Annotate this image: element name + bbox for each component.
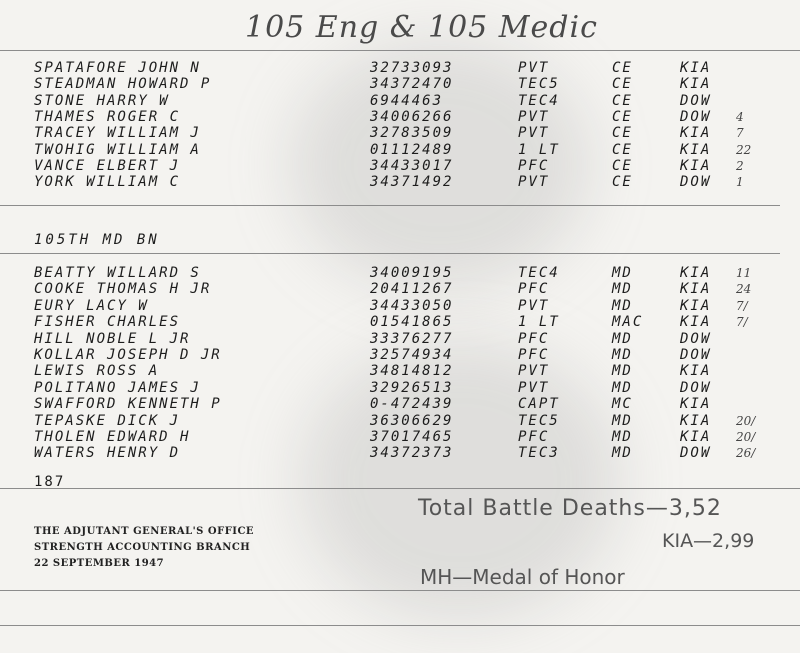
- roster-unit: CE: [612, 76, 633, 93]
- roster-note: 22: [736, 142, 752, 157]
- office-line-3: 22 SEPTEMBER 1947: [34, 558, 165, 569]
- roster-serial: 33376277: [370, 330, 454, 347]
- roster-name: TEPASKE DICK J: [34, 412, 181, 429]
- roster-status: KIA: [680, 363, 712, 380]
- roster-rank: PVT: [518, 174, 550, 191]
- roster-serial: 36306629: [370, 412, 454, 429]
- roster-rank: PVT: [518, 297, 550, 314]
- roster-rank: PFC: [518, 281, 550, 298]
- roster-row: [0, 447, 800, 460]
- ruled-line: [0, 590, 800, 591]
- medal-of-honor-note: MH—Medal of Honor: [420, 565, 625, 589]
- roster-serial: 34371492: [370, 174, 454, 191]
- roster-unit: MAC: [612, 314, 644, 331]
- roster-serial: 34372470: [370, 76, 454, 93]
- roster-status: KIA: [680, 60, 712, 76]
- roster-note: 7/: [736, 298, 748, 313]
- kia-total: KIA—2,99: [662, 530, 755, 552]
- roster-name: LEWIS ROSS A: [34, 363, 160, 380]
- roster-rank: TEC4: [518, 265, 560, 281]
- roster-rank: PVT: [518, 363, 550, 380]
- roster-rank: PFC: [518, 429, 550, 445]
- roster-note: 4: [736, 109, 744, 124]
- roster-status: KIA: [680, 297, 712, 314]
- roster-name: COOKE THOMAS H JR: [34, 281, 212, 298]
- roster-row: [0, 127, 800, 140]
- roster-name: KOLLAR JOSEPH D JR: [34, 347, 222, 363]
- roster-serial: 32926513: [370, 379, 454, 396]
- roster-status: DOW: [680, 330, 712, 347]
- roster-note: 24: [736, 282, 752, 297]
- roster-note: 7/: [736, 315, 748, 330]
- roster-note: 7: [736, 126, 744, 141]
- roster-unit: MD: [612, 445, 633, 462]
- roster-status: KIA: [680, 265, 712, 281]
- roster-rank: TEC3: [518, 445, 560, 462]
- ruled-line: [0, 625, 800, 626]
- roster-status: DOW: [680, 347, 712, 363]
- roster-name: HILL NOBLE L JR: [34, 330, 191, 347]
- roster-name: VANCE ELBERT J: [34, 157, 181, 174]
- roster-unit: CE: [612, 125, 633, 142]
- roster-status: KIA: [680, 314, 712, 331]
- roster-name: POLITANO JAMES J: [34, 379, 201, 396]
- roster-unit: MD: [612, 281, 633, 298]
- roster-rank: PVT: [518, 108, 550, 125]
- section-heading-md-bn: 105TH MD BN: [34, 232, 160, 248]
- roster-unit: MD: [612, 297, 633, 314]
- roster-row: [0, 176, 800, 189]
- roster-row: [0, 141, 800, 158]
- handwritten-title: 105 Eng & 105 Medic: [245, 10, 598, 45]
- roster-status: KIA: [680, 76, 712, 93]
- roster-name: EURY LACY W: [34, 297, 149, 314]
- page-count: 187: [34, 474, 66, 490]
- office-line-1: THE ADJUTANT GENERAL'S OFFICE: [34, 526, 255, 537]
- ruled-line: [0, 50, 800, 51]
- roster-serial: 0-472439: [370, 396, 454, 413]
- ruled-line: [0, 205, 780, 206]
- roster-unit: CE: [612, 157, 633, 174]
- roster-rank: PVT: [518, 125, 550, 142]
- roster-status: KIA: [680, 157, 712, 174]
- ruled-line: [0, 488, 800, 489]
- roster-row: [0, 108, 800, 125]
- roster-serial: 32733093: [370, 60, 454, 76]
- roster-status: DOW: [680, 445, 712, 462]
- roster-status: KIA: [680, 141, 712, 158]
- roster-serial: 34006266: [370, 108, 454, 125]
- roster-note: 26/: [736, 446, 756, 461]
- roster-status: KIA: [680, 429, 712, 445]
- roster-row: [0, 412, 800, 429]
- roster-name: SPATAFORE JOHN N: [34, 60, 201, 76]
- total-battle-deaths: Total Battle Deaths—3,52: [418, 496, 722, 521]
- roster-serial: 20411267: [370, 281, 454, 298]
- roster-unit: MD: [612, 265, 633, 281]
- roster-row: [0, 349, 800, 362]
- roster-serial: 32574934: [370, 347, 454, 363]
- roster-unit: CE: [612, 60, 633, 76]
- roster-name: YORK WILLIAM C: [34, 174, 181, 191]
- roster-unit: MD: [612, 363, 633, 380]
- roster-unit: MD: [612, 412, 633, 429]
- roster-row: [0, 283, 800, 296]
- roster-serial: 34372373: [370, 445, 454, 462]
- roster-row: [0, 365, 800, 378]
- roster-note: 2: [736, 158, 744, 173]
- roster-unit: CE: [612, 174, 633, 191]
- roster-row: [0, 316, 800, 329]
- office-line-2: STRENGTH ACCOUNTING BRANCH: [34, 542, 251, 553]
- roster-row: [0, 297, 800, 314]
- roster-name: TRACEY WILLIAM J: [34, 125, 201, 142]
- roster-rank: CAPT: [518, 396, 560, 413]
- roster-note: 1: [736, 175, 744, 190]
- roster-name: FISHER CHARLES: [34, 314, 181, 331]
- roster-serial: 32783509: [370, 125, 454, 142]
- roster-name: SWAFFORD KENNETH P: [34, 396, 222, 413]
- roster-note: 11: [736, 266, 752, 280]
- roster-row: [0, 431, 800, 444]
- roster-rank: 1 LT: [518, 314, 560, 331]
- roster-rank: TEC5: [518, 76, 560, 93]
- roster-unit: CE: [612, 141, 633, 158]
- roster-rank: TEC4: [518, 92, 560, 109]
- roster-unit: MD: [612, 347, 633, 363]
- roster-unit: CE: [612, 92, 633, 109]
- roster-serial: 34433050: [370, 297, 454, 314]
- roster-unit: MD: [612, 429, 633, 445]
- roster-serial: 01541865: [370, 314, 454, 331]
- roster-name: STONE HARRY W: [34, 92, 170, 109]
- roster-row: [0, 62, 800, 75]
- roster-row: [0, 398, 800, 411]
- roster-status: KIA: [680, 396, 712, 413]
- roster-row: [0, 330, 800, 347]
- roster-serial: 34814812: [370, 363, 454, 380]
- roster-row: [0, 267, 800, 280]
- roster-rank: 1 LT: [518, 141, 560, 158]
- roster-unit: CE: [612, 108, 633, 125]
- roster-unit: MD: [612, 330, 633, 347]
- roster-note: 20/: [736, 430, 756, 444]
- roster-row: [0, 379, 800, 396]
- roster-row: [0, 157, 800, 174]
- roster-serial: 34433017: [370, 157, 454, 174]
- roster-row: [0, 92, 800, 109]
- roster-status: DOW: [680, 92, 712, 109]
- roster-unit: MD: [612, 379, 633, 396]
- roster-status: KIA: [680, 125, 712, 142]
- roster-status: KIA: [680, 281, 712, 298]
- roster-status: DOW: [680, 174, 712, 191]
- roster-name: TWOHIG WILLIAM A: [34, 141, 201, 158]
- roster-rank: PFC: [518, 347, 550, 363]
- roster-serial: 37017465: [370, 429, 454, 445]
- roster-name: BEATTY WILLARD S: [34, 265, 201, 281]
- roster-status: KIA: [680, 412, 712, 429]
- roster-rank: PFC: [518, 330, 550, 347]
- roster-status: DOW: [680, 108, 712, 125]
- roster-name: STEADMAN HOWARD P: [34, 76, 212, 93]
- roster-unit: MC: [612, 396, 633, 413]
- roster-status: DOW: [680, 379, 712, 396]
- ruled-line: [0, 253, 780, 254]
- roster-serial: 6944463: [370, 92, 444, 109]
- roster-rank: PFC: [518, 157, 550, 174]
- roster-name: THAMES ROGER C: [34, 108, 181, 125]
- roster-rank: TEC5: [518, 412, 560, 429]
- roster-row: [0, 78, 800, 91]
- roster-serial: 34009195: [370, 265, 454, 281]
- roster-serial: 01112489: [370, 141, 454, 158]
- roster-rank: PVT: [518, 60, 550, 76]
- roster-name: WATERS HENRY D: [34, 445, 181, 462]
- roster-rank: PVT: [518, 379, 550, 396]
- roster-note: 20/: [736, 413, 756, 428]
- roster-name: THOLEN EDWARD H: [34, 429, 191, 445]
